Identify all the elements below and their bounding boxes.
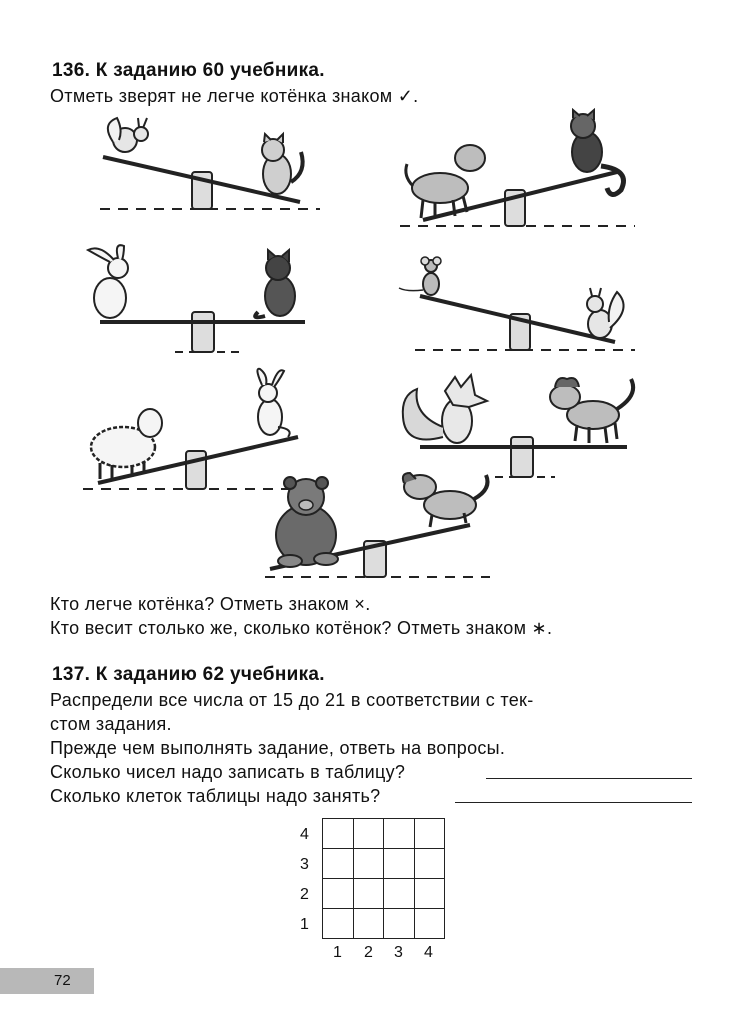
task-137-line-1: Распредели все числа от 15 до 21 в соответствии с тек- — [50, 690, 534, 710]
grid-cell[interactable] — [414, 909, 445, 939]
rabbit-icon — [88, 245, 128, 318]
seesaw-bear-dog — [260, 465, 495, 583]
page-number: 72 — [54, 972, 71, 989]
fulcrum — [192, 312, 214, 352]
grid-column-label: 3 — [394, 944, 403, 961]
grid-column-label: 1 — [333, 944, 342, 961]
grid-cell[interactable] — [323, 909, 354, 939]
fulcrum — [511, 437, 533, 477]
grid-cell[interactable] — [323, 879, 354, 909]
task-136-instruction: Отметь зверят не легче котёнка знаком ✓. — [50, 86, 419, 106]
fulcrum — [186, 451, 206, 489]
grid-cell[interactable] — [384, 879, 415, 909]
answer-line-2[interactable] — [455, 802, 692, 803]
grid-row — [323, 819, 445, 849]
grid-column-label: 2 — [364, 944, 373, 961]
dog-icon — [550, 378, 633, 443]
seesaw-mouse-squirrel — [395, 248, 640, 356]
question-numbers-count: Сколько чисел надо записать в таблицу? — [50, 762, 406, 782]
task-137-line-3: Прежде чем выполнять задание, ответь на вопросы. — [50, 738, 506, 758]
grid-row — [323, 909, 445, 939]
dog-icon — [403, 473, 488, 527]
seesaw-squirrel-kitten — [95, 112, 325, 217]
grid-row-label: 3 — [300, 856, 309, 873]
grid-cell[interactable] — [323, 819, 354, 849]
grid-row — [323, 879, 445, 909]
task-136-heading: 136. К заданию 60 учебника. — [52, 60, 325, 81]
grid-cell[interactable] — [384, 849, 415, 879]
grid-row-label: 1 — [300, 916, 309, 933]
grid-cell[interactable] — [353, 909, 384, 939]
grid-column-label: 4 — [424, 944, 433, 961]
seesaw-dog-kitten — [395, 108, 640, 233]
grid-cell[interactable] — [353, 879, 384, 909]
mouse-icon — [399, 257, 441, 295]
grid-cell[interactable] — [414, 879, 445, 909]
answer-line-1[interactable] — [486, 778, 692, 779]
grid-cell[interactable] — [323, 849, 354, 879]
grid-row — [323, 849, 445, 879]
rabbit-icon — [257, 369, 289, 437]
grid-cell[interactable] — [353, 849, 384, 879]
answer-grid — [322, 818, 445, 939]
kitten-icon — [262, 134, 303, 194]
grid-cell[interactable] — [414, 819, 445, 849]
question-lighter: Кто легче котёнка? Отметь знаком ×. — [50, 594, 371, 614]
question-same-weight: Кто весит столько же, сколько котёнок? Отметь знаком ∗. — [50, 618, 553, 638]
task-137-line-2: стом задания. — [50, 714, 172, 734]
fox-icon — [403, 375, 487, 443]
grid-row-label: 2 — [300, 886, 309, 903]
question-cells-count: Сколько клеток таблицы надо занять? — [50, 786, 381, 806]
bear-icon — [276, 477, 338, 567]
squirrel-icon — [587, 288, 624, 338]
grid-cell[interactable] — [353, 819, 384, 849]
grid-row-label: 4 — [300, 826, 309, 843]
seesaw-rabbit-kitten — [80, 240, 330, 360]
grid-cell[interactable] — [384, 819, 415, 849]
kitten-icon — [255, 250, 295, 317]
grid-cell[interactable] — [384, 909, 415, 939]
page-number-bar — [0, 968, 94, 994]
squirrel-icon — [108, 118, 148, 152]
grid-cell[interactable] — [414, 849, 445, 879]
task-137-heading: 137. К заданию 62 учебника. — [52, 664, 325, 685]
